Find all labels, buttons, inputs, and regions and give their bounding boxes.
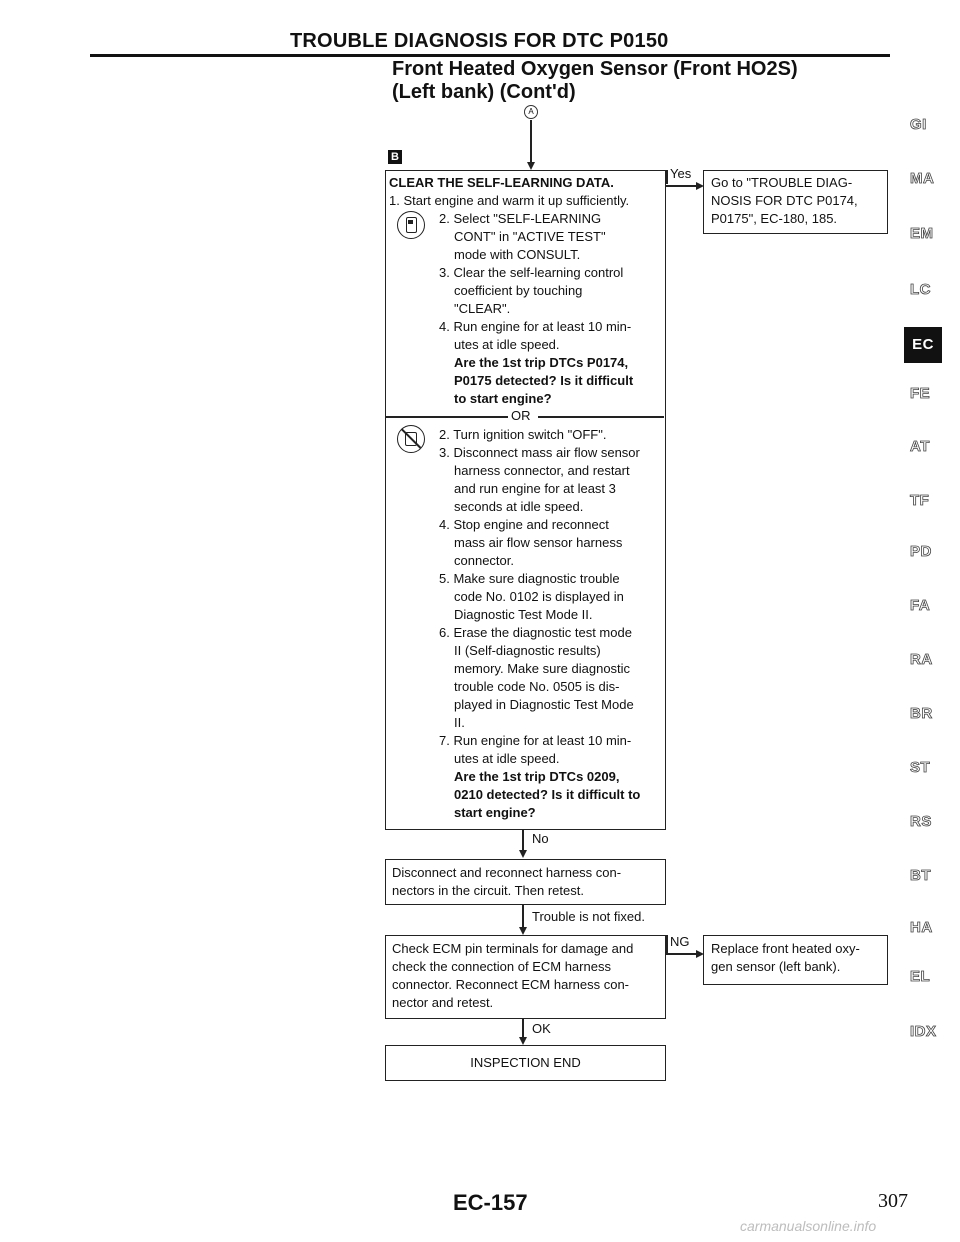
step1-title: CLEAR THE SELF-LEARNING DATA. [389,175,614,190]
sidebar-tab-fe[interactable]: FE [910,385,931,402]
page-number: 307 [878,1190,908,1212]
consult-step-2c: mode with CONSULT. [454,247,581,262]
consult-step-4b: utes at idle speed. [454,337,560,352]
sidebar-tab-at[interactable]: AT [910,438,930,455]
consult-step-3: 3. Clear the self-learning control [439,265,624,280]
sidebar-tab-ra[interactable]: RA [910,651,933,668]
manual-step-5b: code No. 0102 is displayed in [454,589,624,604]
sidebar-tab-st[interactable]: ST [910,759,931,776]
step-b-tag: B [388,150,402,164]
flow-line-ok [522,1019,524,1039]
subtitle-line-2: (Left bank) (Cont'd) [392,81,576,103]
sidebar-tab-br[interactable]: BR [910,705,933,722]
yes-result-line-3: P0175", EC-180, 185. [711,211,838,226]
sidebar-tab-gi[interactable]: GI [910,116,927,133]
yes-branch-stub [666,170,668,184]
manual-step-6f: II. [454,715,465,730]
manual-step-5: 5. Make sure diagnostic trouble [439,571,620,586]
yes-result-line-2: NOSIS FOR DTC P0174, [711,193,858,208]
manual-step-3c: and run engine for at least 3 [454,481,616,496]
consult-step-2: 2. Select "SELF-LEARNING [439,211,602,226]
page-code: EC-157 [453,1190,528,1215]
step1-box [385,170,666,830]
manual-step-7: 7. Run engine for at least 10 min- [439,733,632,748]
inspection-end-box [385,1045,666,1081]
sidebar-tab-em[interactable]: EM [910,225,934,242]
manual-step-6b: II (Self-diagnostic results) [454,643,601,658]
ng-label: NG [670,934,690,949]
yes-result-box [703,170,888,234]
sidebar-tab-tf[interactable]: TF [910,492,930,509]
manual-step-6c: memory. Make sure diagnostic [454,661,631,676]
manual-step-2: 2. Turn ignition switch "OFF". [439,427,607,442]
sidebar-tab-idx[interactable]: IDX [910,1023,937,1040]
question-b-2: 0210 detected? Is it difficult to [454,787,641,802]
step3-line-2: check the connection of ECM harness [392,959,611,974]
manual-step-6e: played in Diagnostic Test Mode [454,697,634,712]
consult-tool-icon [397,211,425,239]
question-a-2: P0175 detected? Is it difficult [454,373,634,388]
sidebar-tab-ha[interactable]: HA [910,919,933,936]
manual-step-6: 6. Erase the diagnostic test mode [439,625,632,640]
header-rule [90,54,890,57]
inspection-end-label: INSPECTION END [470,1055,581,1070]
consult-step-3b: coefficient by touching [454,283,583,298]
flow-line-not-fixed [522,905,524,929]
step3-line-3: connector. Reconnect ECM harness con- [392,977,630,992]
consult-step-2b: CONT" in "ACTIVE TEST" [454,229,606,244]
connector-a-circle: A [524,105,538,119]
watermark-text: carmanualsonline.info [740,1218,877,1234]
step1-line-1: 1. Start engine and warm it up sufficiently. [389,193,630,208]
sidebar-tab-ma[interactable]: MA [910,170,935,187]
flow-line-a [530,120,532,164]
manual-step-3b: harness connector, and restart [454,463,630,478]
yes-branch-line [666,185,698,187]
sidebar-tab-pd[interactable]: PD [910,543,932,560]
sidebar-tab-el[interactable]: EL [910,968,931,985]
subtitle-line-1: Front Heated Oxygen Sensor (Front HO2S) [392,58,798,80]
or-label: OR [511,408,531,423]
step2-line-1: Disconnect and reconnect harness con- [392,865,622,880]
step3-line-1: Check ECM pin terminals for damage and [392,941,634,956]
step2-line-2: nectors in the circuit. Then retest. [392,883,584,898]
page-header-title: TROUBLE DIAGNOSIS FOR DTC P0150 [290,30,669,52]
manual-step-5c: Diagnostic Test Mode II. [454,607,593,622]
ng-branch-line [666,953,698,955]
flow-arrow-a [527,162,535,170]
no-tools-icon [397,425,425,453]
question-a-3: to start engine? [454,391,552,406]
consult-step-4: 4. Run engine for at least 10 min- [439,319,632,334]
sidebar-tab-ec-active[interactable]: EC [904,327,942,363]
sidebar-tab-rs[interactable]: RS [910,813,932,830]
manual-step-4b: mass air flow sensor harness [454,535,623,550]
manual-step-4c: connector. [454,553,514,568]
not-fixed-label: Trouble is not fixed. [532,909,645,924]
or-divider-left [386,416,508,418]
ng-branch-stub [666,935,668,953]
sidebar-tab-lc[interactable]: LC [910,281,931,298]
flow-line-no [522,830,524,852]
manual-step-7b: utes at idle speed. [454,751,560,766]
yes-result-line-1: Go to "TROUBLE DIAG- [711,175,853,190]
consult-step-3c: "CLEAR". [454,301,511,316]
question-a-1: Are the 1st trip DTCs P0174, [454,355,629,370]
flow-arrow-no [519,850,527,858]
step3-line-4: nector and retest. [392,995,494,1010]
question-b-1: Are the 1st trip DTCs 0209, [454,769,620,784]
section-subtitle [392,58,798,104]
yes-label: Yes [670,166,692,181]
flow-arrow-ok [519,1037,527,1045]
step3-box [385,935,666,1019]
or-divider-right [538,416,664,418]
manual-step-4: 4. Stop engine and reconnect [439,517,609,532]
manual-step-3: 3. Disconnect mass air flow sensor [439,445,640,460]
ng-result-box [703,935,888,985]
ok-label: OK [532,1021,551,1036]
no-label: No [532,831,549,846]
step2-box [385,859,666,905]
ng-result-line-1: Replace front heated oxy- [711,941,860,956]
ng-result-line-2: gen sensor (left bank). [711,959,841,974]
sidebar-tab-fa[interactable]: FA [910,597,931,614]
sidebar-tab-bt[interactable]: BT [910,867,931,884]
question-b-3: start engine? [454,805,536,820]
manual-step-6d: trouble code No. 0505 is dis- [454,679,620,694]
flow-arrow-not-fixed [519,927,527,935]
manual-step-3d: seconds at idle speed. [454,499,584,514]
